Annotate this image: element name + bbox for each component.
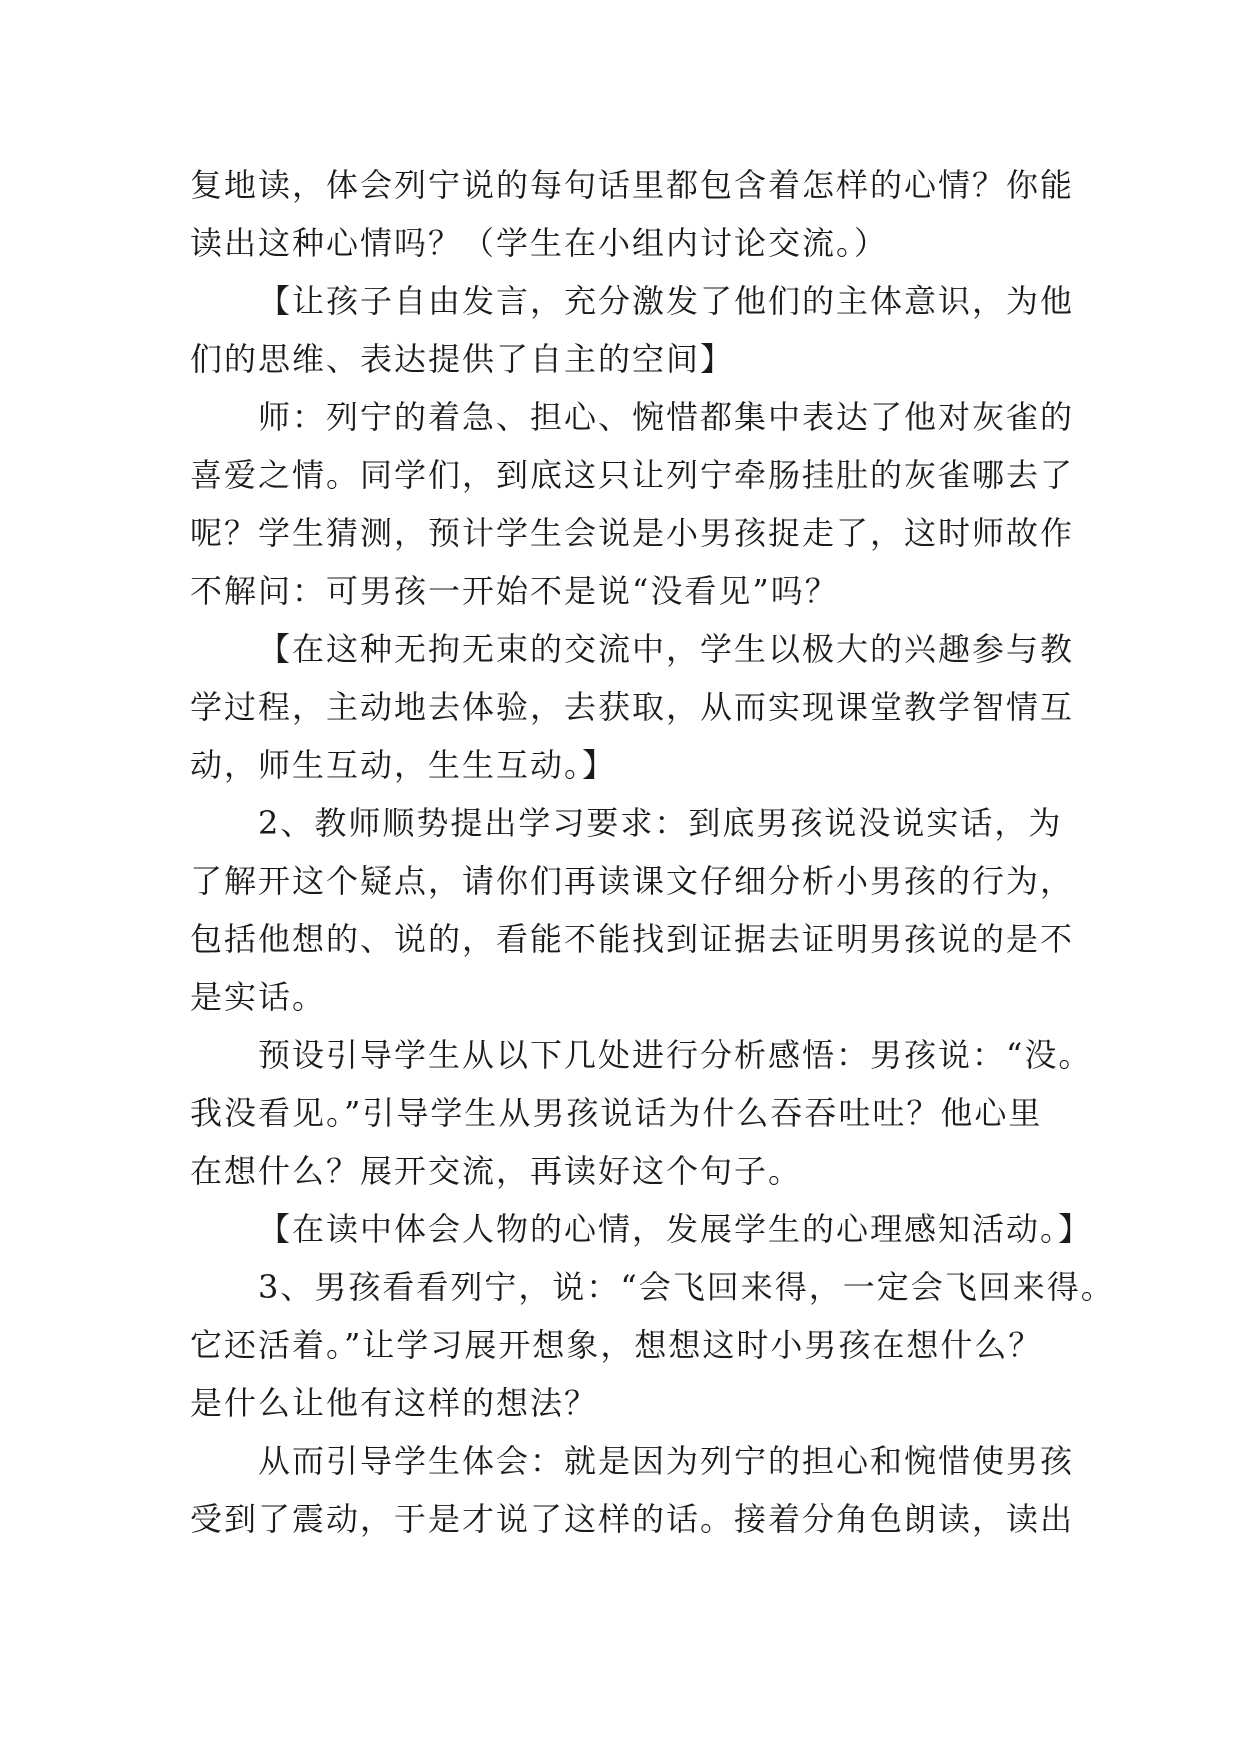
text-line: 动，师生互动，生生互动。】	[190, 746, 617, 784]
text-line: 预设引导学生从以下几处进行分析感悟：男孩说：“没。	[258, 1036, 1093, 1074]
text-line: 喜爱之情。同学们，到底这只让列宁牵肠挂肚的灰雀哪去了	[190, 456, 1075, 494]
text-line: 我没看见。”引导学生从男孩说话为什么吞吞吐吐？他心里	[190, 1094, 1043, 1132]
text-line: 2、教师顺势提出学习要求：到底男孩说没说实话，为	[258, 804, 1063, 842]
text-line: 学过程，主动地去体验，去获取，从而实现课堂教学智情互	[190, 688, 1075, 726]
text-line: 了解开这个疑点，请你们再读课文仔细分析小男孩的行为，	[190, 862, 1075, 900]
text-line: 呢？学生猜测，预计学生会说是小男孩捉走了，这时师故作	[190, 514, 1075, 552]
text-line: 【在读中体会人物的心情，发展学生的心理感知活动。】	[258, 1210, 1093, 1248]
text-line: 是实话。	[190, 978, 327, 1016]
text-line: 师：列宁的着急、担心、惋惜都集中表达了他对灰雀的	[258, 398, 1075, 436]
text-line: 在想什么？展开交流，再读好这个句子。	[190, 1152, 803, 1190]
text-line: 们的思维、表达提供了自主的空间】	[190, 340, 735, 378]
text-line: 读出这种心情吗？（学生在小组内讨论交流。）	[190, 224, 889, 262]
text-line: 不解问：可男孩一开始不是说“没看见”吗？	[190, 572, 839, 610]
text-line: 受到了震动，于是才说了这样的话。接着分角色朗读，读出	[190, 1500, 1075, 1538]
text-line: 【让孩子自由发言，充分激发了他们的主体意识，为他	[258, 282, 1075, 320]
text-line: 复地读，体会列宁说的每句话里都包含着怎样的心情？你能	[190, 166, 1075, 204]
document-body	[190, 156, 1115, 1548]
text-line: 从而引导学生体会：就是因为列宁的担心和惋惜使男孩	[258, 1442, 1075, 1480]
text-line: 【在这种无拘无束的交流中，学生以极大的兴趣参与教	[258, 630, 1075, 668]
text-line: 是什么让他有这样的想法？	[190, 1384, 599, 1422]
text-line: 包括他想的、说的，看能不能找到证据去证明男孩说的是不	[190, 920, 1075, 958]
text-line: 它还活着。”让学习展开想象，想想这时小男孩在想什么？	[190, 1326, 1043, 1364]
text-line: 3、男孩看看列宁，说：“会飞回来得，一定会飞回来得。	[258, 1268, 1115, 1306]
